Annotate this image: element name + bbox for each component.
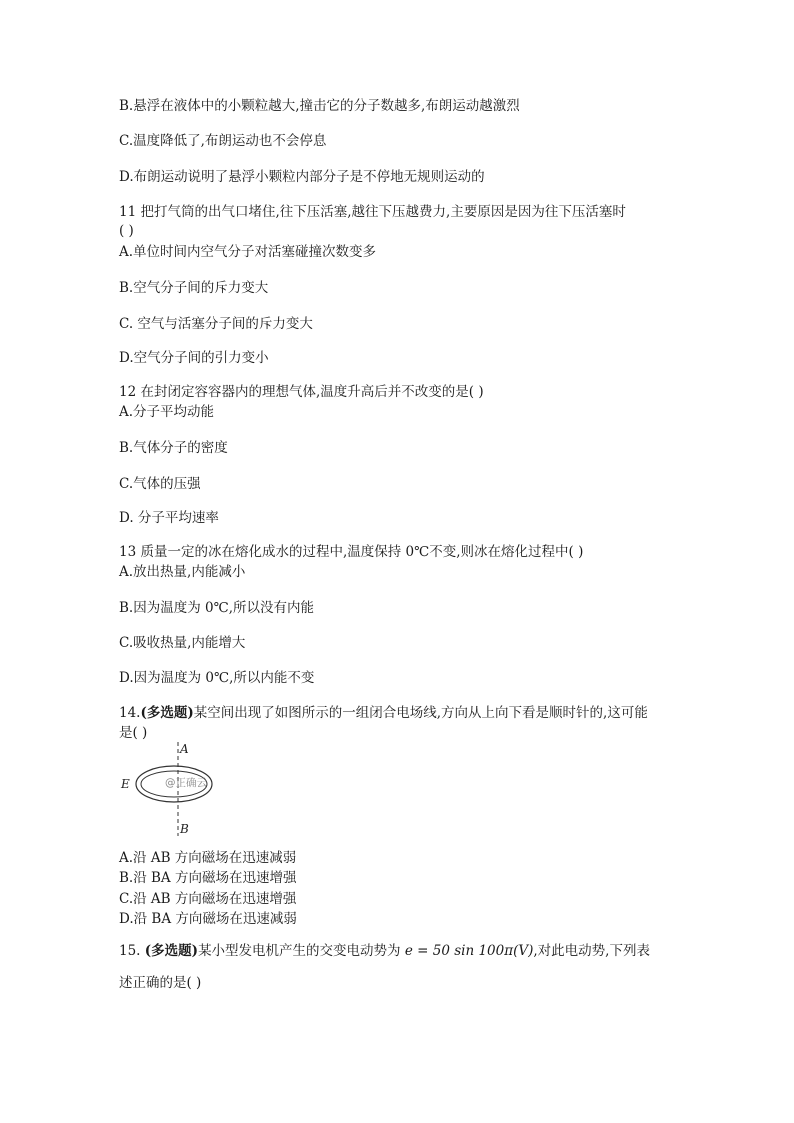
q14-stem-line-2: 是( ) [119, 725, 148, 741]
q14-multi-select-tag: (多选题) [140, 705, 194, 721]
q13-option-c: C.吸收热量,内能增大 [119, 635, 246, 651]
q14-number: 14. [119, 705, 141, 721]
q15-formula: e = 50 sin 100π(V) [404, 943, 534, 959]
q14-option-d: D.沿 BA 方向磁场在迅速减弱 [119, 911, 297, 927]
q11-option-b: B.空气分子间的斥力变大 [119, 280, 269, 296]
q10-option-d: D.布朗运动说明了悬浮小颗粒内部分子是不停地无规则运动的 [119, 169, 485, 185]
q12-option-c: C.气体的压强 [119, 476, 201, 492]
q14-option-a: A.沿 AB 方向磁场在迅速减弱 [119, 850, 297, 866]
q14-option-c: C.沿 AB 方向磁场在迅速增强 [119, 891, 297, 907]
q14-stem-line [119, 704, 648, 722]
q11-answer-paren: ( ) [119, 223, 134, 239]
q11-stem: 11 把打气筒的出气口堵住,往下压活塞,越往下压越费力,主要原因是因为往下压活塞时 [119, 204, 626, 220]
q12-stem: 12 在封闭定容容器内的理想气体,温度升高后并不改变的是( ) [119, 384, 484, 400]
label-e: E [121, 777, 130, 791]
q15-stem: 某小型发电机产生的交变电动势为 [198, 943, 405, 959]
q14-option-b: B.沿 BA 方向磁场在迅速增强 [119, 870, 297, 886]
q12-option-a: A.分子平均动能 [119, 404, 215, 420]
q15-stem-tail: ,对此电动势,下列表 [533, 943, 650, 959]
q11-option-a: A.单位时间内空气分子对活塞碰撞次数变多 [119, 244, 377, 260]
q13-option-b: B.因为温度为 0℃,所以没有内能 [119, 600, 314, 616]
q15-number: 15. [119, 943, 141, 959]
q13-stem: 13 质量一定的冰在熔化成水的过程中,温度保持 0℃不变,则冰在熔化过程中( ) [119, 544, 584, 560]
watermark: @正确云 [165, 777, 207, 789]
label-b: B [180, 822, 189, 836]
q15-stem-line-2: 述正确的是( ) [119, 975, 202, 991]
electric-field-lines-figure [118, 742, 218, 838]
q13-option-a: A.放出热量,内能减小 [119, 564, 246, 580]
q12-option-b: B.气体分子的密度 [119, 440, 228, 456]
q10-option-b: B.悬浮在液体中的小颗粒越大,撞击它的分子数越多,布朗运动越激烈 [119, 98, 520, 114]
q14-stem: 某空间出现了如图所示的一组闭合电场线,方向从上向下看是顺时针的,这可能 [193, 705, 648, 721]
label-a: A [180, 742, 189, 756]
q15-multi-select-tag: (多选题) [144, 943, 199, 959]
q15-stem-line [119, 942, 650, 960]
q11-option-d: D.空气分子间的引力变小 [119, 350, 269, 366]
q10-option-c: C.温度降低了,布朗运动也不会停息 [119, 133, 327, 149]
q12-option-d: D. 分子平均速率 [119, 510, 219, 526]
q13-option-d: D.因为温度为 0℃,所以内能不变 [119, 670, 315, 686]
q11-option-c: C. 空气与活塞分子间的斥力变大 [119, 316, 313, 332]
